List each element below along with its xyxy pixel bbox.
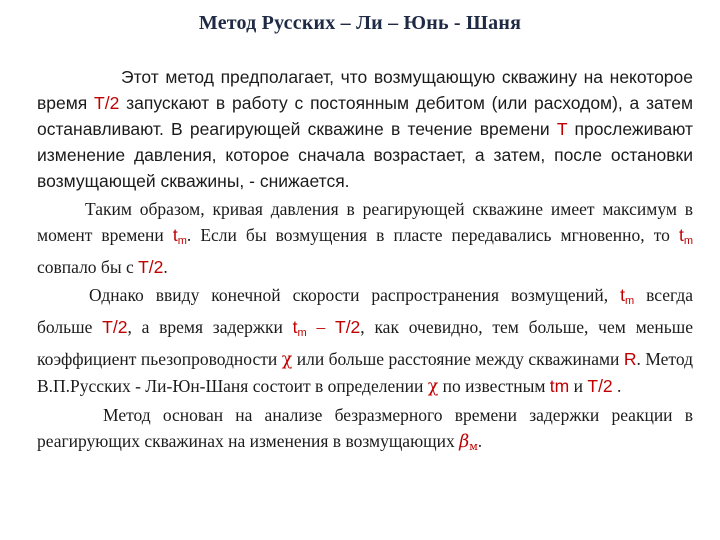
- text-run: прослеживают изменение давления, которое сначала возрастает, а затем, после остановки возмущающей скважины, - снижается.: [37, 119, 693, 191]
- tm-subscript: m: [297, 327, 307, 339]
- text-run: , а время задержки: [127, 317, 293, 337]
- tm-subscript: m: [177, 235, 187, 247]
- text-run: запускают в работу с постоянным дебитом (или расходом), а затем останавливают. В реагирующей скважине в течение времени: [37, 93, 693, 139]
- minus-sign: –: [306, 317, 335, 337]
- paragraph-2: [37, 196, 693, 280]
- beta-letter: β: [459, 432, 470, 452]
- text-run: по известным: [438, 376, 550, 396]
- paragraph-1: [37, 64, 693, 194]
- text-run: всегда больше: [37, 285, 693, 337]
- text-run: .: [612, 376, 622, 396]
- page-title: Метод Русских – Ли – Юнь - Шаня: [198, 12, 522, 34]
- text-run: Этот метод предполагает, что возмущающую скважину на некоторое время: [37, 67, 693, 113]
- text-run: , как очевидно, тем больше, чем меньше коэффициент пьезопроводности: [37, 317, 694, 369]
- period-half-symbol: T/2: [335, 317, 361, 337]
- tm-letter: t: [678, 225, 684, 245]
- beta-subscript: м: [469, 440, 478, 453]
- tm-symbol: [620, 285, 634, 305]
- text-run: совпало бы с: [37, 257, 139, 277]
- tm-symbol: [293, 317, 307, 337]
- tm-symbol: [173, 225, 187, 245]
- tm-symbol: [679, 225, 693, 245]
- beta-symbol: [459, 432, 478, 452]
- chi-symbol: χ: [281, 350, 293, 370]
- text-run: Метод основан на анализе безразмерного времени задержки реакции в реагирующих скважинах на изменения в возмущающих: [37, 405, 693, 451]
- text-run: Однако ввиду конечной скорости распространения возмущений,: [89, 285, 621, 305]
- text-run: . Метод В.П.Русских - Ли-Юн-Шаня состоит в определении: [37, 349, 693, 396]
- text-run: . Если бы возмущения в пласте передавались мгновенно, то: [186, 225, 679, 245]
- tm-letter: t: [172, 225, 178, 245]
- text-run: Таким образом, кривая давления в реагирующей скважине имеет максимум в момент времени: [37, 199, 693, 245]
- text-run: и: [569, 376, 588, 396]
- period-half-symbol: T/2: [138, 257, 164, 277]
- text-run: .: [477, 431, 483, 451]
- distance-symbol: R: [623, 349, 637, 369]
- body-text: [37, 64, 693, 462]
- tm-letter: t: [292, 317, 298, 337]
- tm-subscript: m: [683, 235, 693, 247]
- chi-symbol: χ: [427, 377, 439, 397]
- tm-letter: t: [620, 285, 625, 305]
- period-half-symbol: T/2: [102, 317, 128, 337]
- text-run: .: [163, 257, 168, 277]
- period-symbol: T: [556, 119, 568, 139]
- text-run: или больше расстояние между скважинами: [292, 349, 624, 369]
- tm-subscript: m: [624, 295, 635, 307]
- period-half-symbol: T/2: [94, 93, 120, 113]
- paragraph-4: [37, 402, 693, 460]
- tm-symbol: tm: [549, 376, 570, 396]
- paragraph-3: [37, 282, 693, 400]
- period-half-symbol: T/2: [587, 376, 613, 396]
